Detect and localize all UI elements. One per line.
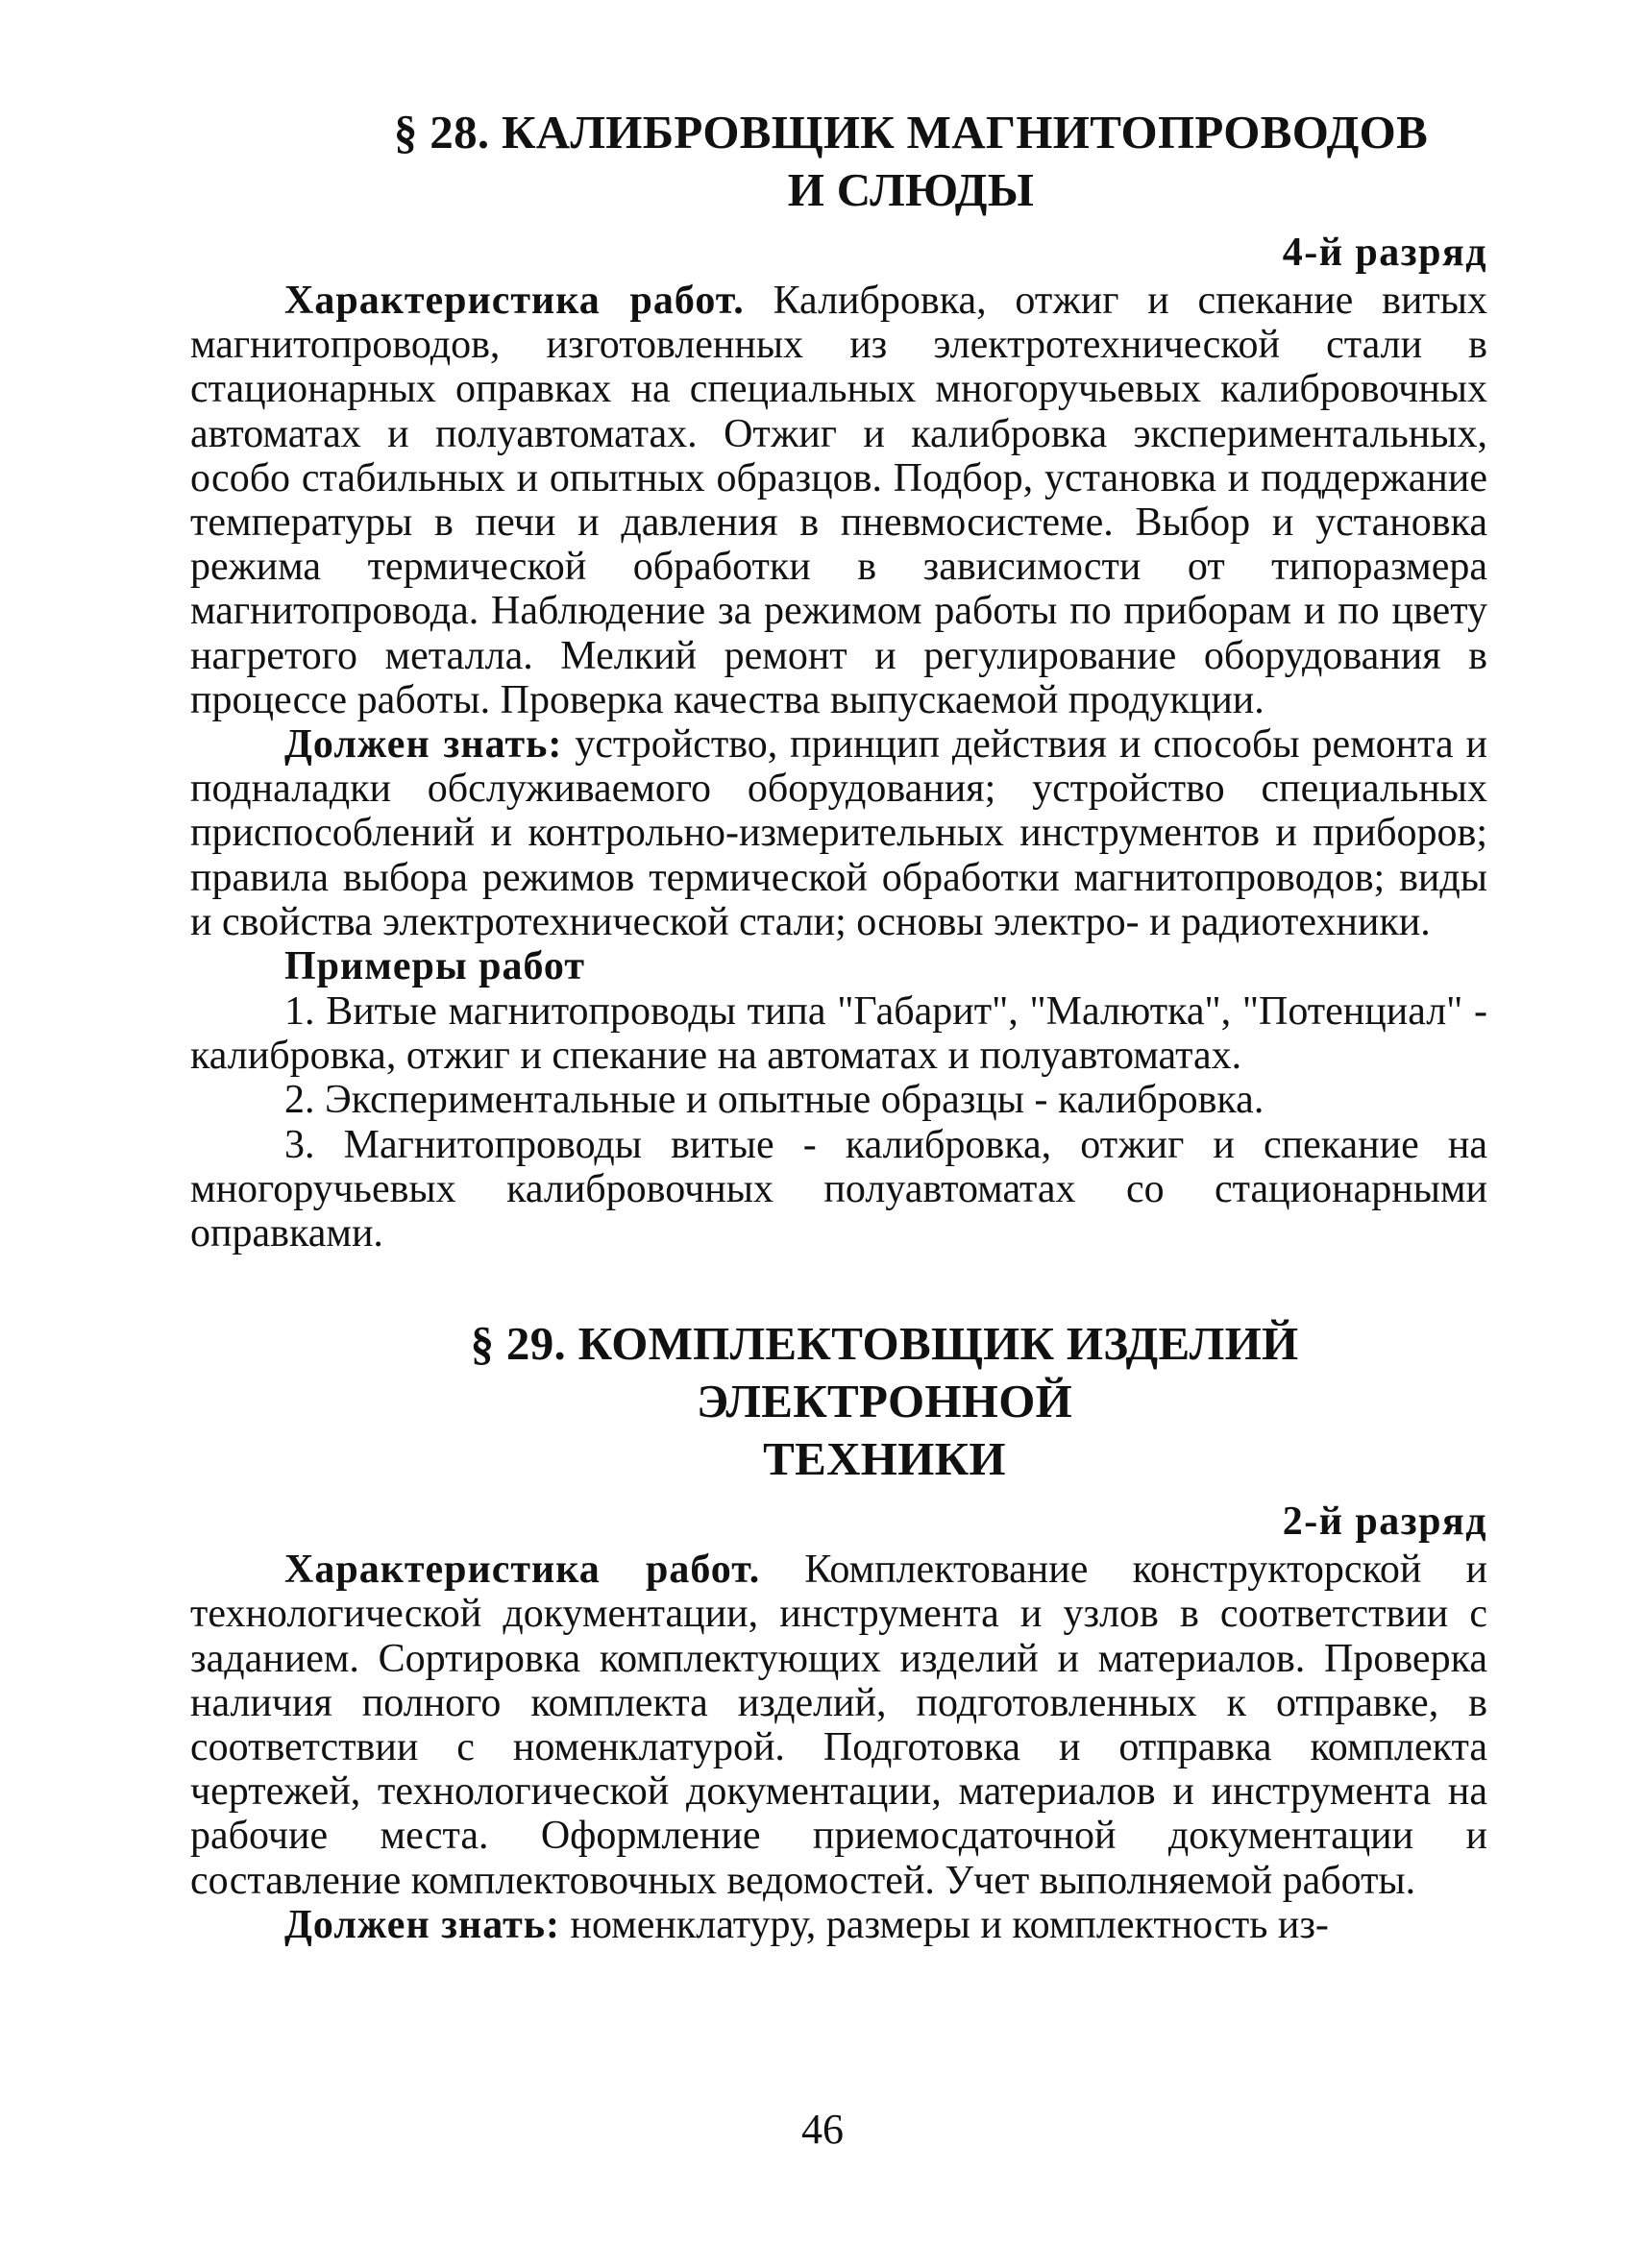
section-29-characteristic-label: Характеристика работ. bbox=[284, 1548, 761, 1593]
section-29-title-line2: ТЕХНИКИ bbox=[763, 1432, 1006, 1486]
section-28-title bbox=[190, 104, 1487, 219]
section-28-example-2: 2. Экспериментальные и опытные образцы - калибровка. bbox=[284, 1078, 1264, 1123]
section-28-example-3: 3. Магнитопроводы витые - калибровка, отжиг и спекание на многоручьевых калибровочных полуавтоматах со стационарными оправками. bbox=[190, 1122, 1487, 1256]
section-28-characteristic-text: Калибровка, отжиг и спекание витых магнитопроводов, изготовленных из электротехнической стали в стационарных оправках на специальных многоручьевых калибровочных автоматах и полуавтоматах. Отжиг и калибровка экспериментальных, особо стабильных и опытных образцов. Подбор, установка и поддержание температуры в печи и давления в пневмосистеме. Выбор и установка режима термической обработки в зависимости от типоразмера магнитопровода. Наблюдение за режимом работы по приборам и по цвету нагретого металла. Мелкий ремонт и регулирование оборудования в процессе работы. Проверка качества выпускаемой продукции. bbox=[190, 279, 1487, 722]
section-28-characteristic-label: Характеристика работ. bbox=[284, 279, 745, 323]
section-29-characteristic-text: Комплектование конструкторской и технологической документации, инструмента и узлов в соответствии с заданием. Сортировка комплектующих изделий и материалов. Проверка наличия полного комплекта изделий, подготовленных к отправке, в соответствии с номенклатурой. Подготовка и отправка комплекта чертежей, технологической документации, материалов и инструмента на рабочие места. Оформление приемосдаточной документации и составление комплектовочных ведомостей. Учет выполняемой работы. bbox=[190, 1548, 1488, 1903]
section-28-characteristic bbox=[190, 279, 1487, 722]
section-29-must-know bbox=[190, 1903, 1487, 1947]
section-29-must-know-text: номенклатуру, размеры и комплектность из- bbox=[559, 1902, 1329, 1947]
section-28-must-know-label: Должен знать: bbox=[284, 722, 563, 768]
section-29-characteristic bbox=[190, 1548, 1487, 1903]
section-28-title-line1: § 28. КАЛИБРОВЩИК МАГНИТОПРОВОДОВ bbox=[393, 106, 1429, 159]
page-number: 46 bbox=[801, 2106, 844, 2153]
section-29-must-know-label: Должен знать: bbox=[284, 1902, 560, 1947]
section-28-example-1: 1. Витые магнитопроводы типа "Габарит", "Малютка", "Потенциал" - калибровка, отжиг и спекание на автоматах и полуавтоматах. bbox=[190, 989, 1487, 1079]
section-29-title-line1: § 29. КОМПЛЕКТОВЩИК ИЗДЕЛИЙ ЭЛЕКТРОННОЙ bbox=[470, 1317, 1299, 1428]
section-28-must-know-text: устройство, принцип действия и способы ремонта и подналадки обслуживаемого оборудования; устройство специальных приспособлений и контрольно-измерительных инструментов и приборов; правила выбора режимов термической обработки магнитопроводов; виды и свойства электротехнической стали; основы электро- и радиотехники. bbox=[190, 722, 1488, 944]
section-29-title bbox=[190, 1315, 1487, 1488]
section-29-rank: 2-й разряд bbox=[1282, 1500, 1487, 1545]
section-28-examples-heading: Примеры работ bbox=[284, 944, 586, 989]
text-column bbox=[190, 104, 1487, 1947]
section-28-rank: 4-й разряд bbox=[1282, 231, 1487, 275]
section-28-title-line2: И СЛЮДЫ bbox=[787, 163, 1035, 216]
section-28-must-know bbox=[190, 722, 1487, 944]
